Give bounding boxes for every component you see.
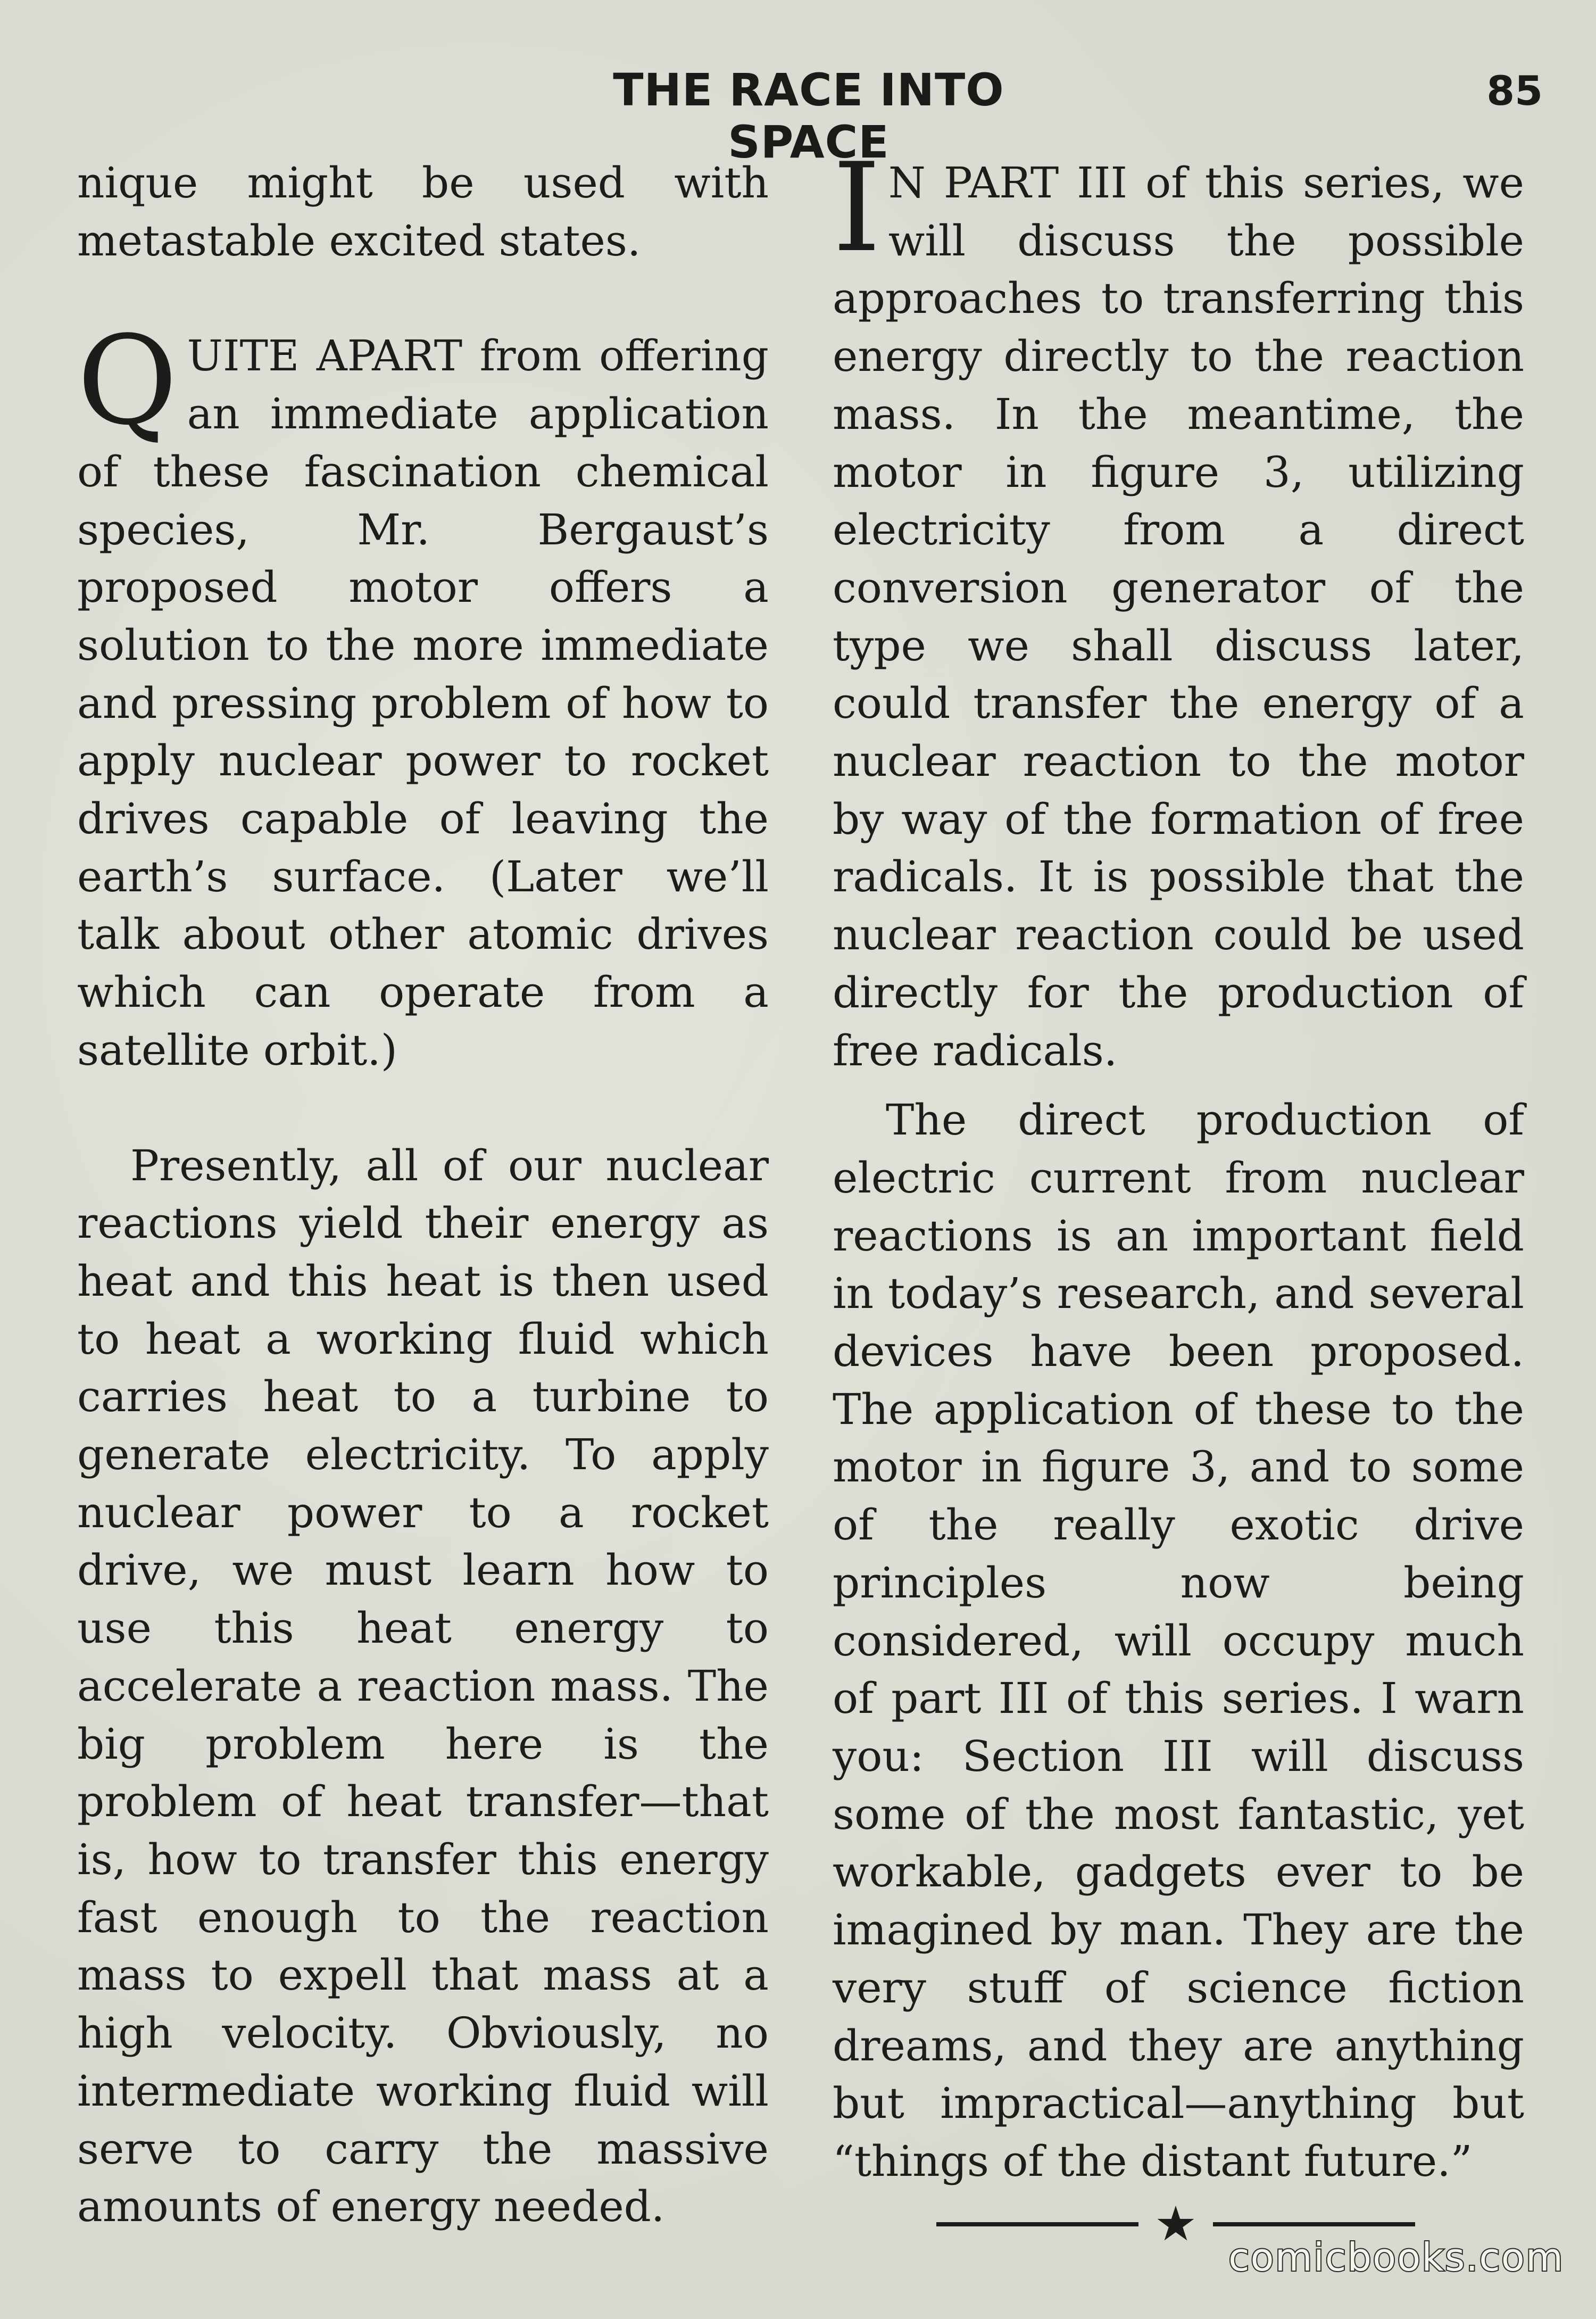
running-head-title: THE RACE INTO SPACE <box>613 64 1004 168</box>
left-paragraph-2 <box>77 310 769 1079</box>
left-column <box>77 154 769 2236</box>
right-paragraph-2: The direct production of electric current from nuclear reactions is an important field in today’s research, and several devices have been proposed. The application of these to the motor in figure 3, and to some of the really exotic drive principles now being considered, will occupy much of part III of this series. I warn you: Section III will discuss some of the most fantastic, yet workable, gadgets ever to be imagined by man. They are the very stuff of science fiction dreams, and they are anything but impractical—anything but “things of the distant future.” <box>833 1095 1524 2186</box>
left-paragraph-2-text: UITE APART from offering an immediate application of these fascination chemical species, Mr. Bergaust’s proposed motor offers a solution to the more immediate and pressing problem of how to apply nuclear power to rocket drives capable of leaving the earth’s surface. (Later we’ll talk about other atomic drives which can operate from a satellite orbit.) <box>77 331 769 1075</box>
divider-rule-left <box>936 2222 1138 2226</box>
star-icon: ★ <box>1154 2196 1198 2252</box>
divider-rule-right <box>1213 2222 1415 2226</box>
drop-cap-q: Q <box>77 310 178 453</box>
drop-cap-i: I <box>833 137 881 279</box>
right-paragraph-1-text: N PART III of this series, we will discuss the possible approaches to transferring this energy directly to the reaction mass. In the meantime, the motor in figure 3, utilizing electricity from a direct conversion generator of the type we shall discuss later, could transfer the energy of a nuclear reaction to the motor by way of the formation of free radicals. It is possible that the nuclear reaction could be used directly for the production of free radicals. <box>833 158 1524 1075</box>
page-number: 85 <box>1486 67 1543 114</box>
left-paragraph-3: Presently, all of our nuclear reactions yield their energy as heat and this heat is then used to heat a working fluid which carries heat to a turbine to generate electricity. To apply nuclear power to a rocket drive, we must learn how to use this heat energy to accelerate a reaction mass. The big problem here is the problem of heat transfer—that is, how to transfer this energy fast enough to the reaction mass to expell that mass at a high velocity. Obviously, no intermediate working fluid will serve to carry the massive amounts of energy needed. <box>77 1140 769 2232</box>
watermark: comicbooks.com <box>1228 2235 1564 2280</box>
left-paragraph-1: nique might be used with metastable excited states. <box>77 158 769 266</box>
right-column <box>833 137 1524 2191</box>
right-paragraph-1 <box>833 137 1524 1080</box>
